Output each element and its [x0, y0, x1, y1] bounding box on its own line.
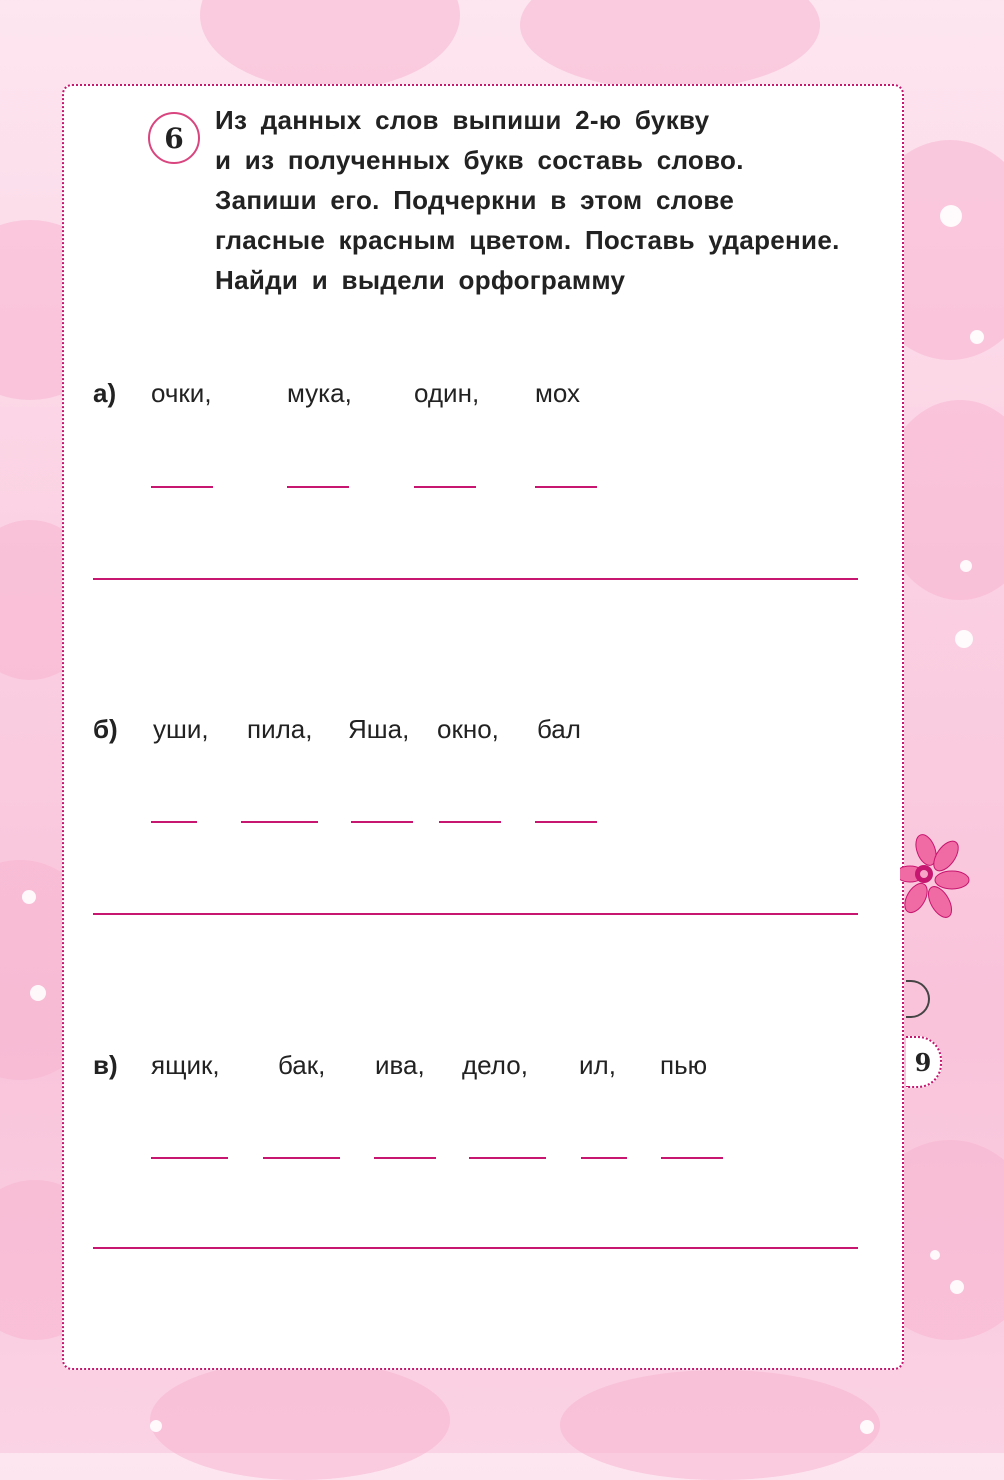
letter-blank[interactable]: [535, 486, 597, 488]
exercise-word: окно,: [437, 714, 499, 744]
answer-line[interactable]: [93, 578, 858, 580]
curl-icon: [906, 980, 930, 1018]
answer-line[interactable]: [93, 1247, 858, 1249]
exercise-word: пила,: [247, 714, 313, 744]
instruction-line: Найди и выдели орфограмму: [215, 265, 626, 295]
letter-blank[interactable]: [151, 486, 213, 488]
answer-line[interactable]: [93, 913, 858, 915]
exercise-word: мох: [535, 378, 581, 408]
exercise-word: ил,: [579, 1050, 616, 1080]
letter-blank[interactable]: [151, 821, 197, 823]
task-instruction: [215, 100, 915, 300]
letter-blank[interactable]: [535, 821, 597, 823]
letter-blank[interactable]: [351, 821, 413, 823]
letter-blank[interactable]: [414, 486, 476, 488]
letter-blank[interactable]: [661, 1157, 723, 1159]
letter-blank[interactable]: [151, 1157, 228, 1159]
instruction-line: Запиши его. Подчеркни в этом слове: [215, 185, 735, 215]
letter-blank[interactable]: [439, 821, 501, 823]
flower-icon: [900, 830, 970, 926]
instruction-line: гласные красным цветом. Поставь ударение.: [215, 225, 840, 255]
exercise-word: очки,: [151, 378, 212, 408]
letter-blank[interactable]: [374, 1157, 436, 1159]
letter-blank[interactable]: [287, 486, 349, 488]
exercise-word: Яша,: [348, 714, 410, 744]
exercise-a-label: а): [93, 378, 117, 408]
letter-blank[interactable]: [263, 1157, 340, 1159]
exercise-word: ящик,: [151, 1050, 220, 1080]
exercise-c-label: в): [93, 1050, 118, 1080]
exercise-b-label: б): [93, 714, 118, 744]
exercise-word: уши,: [153, 714, 209, 744]
letter-blank[interactable]: [241, 821, 318, 823]
instruction-line: Из данных слов выпиши 2-ю букву: [215, 105, 710, 135]
exercise-word: дело,: [462, 1050, 528, 1080]
task-number-badge: 6: [148, 112, 200, 164]
exercise-word: пью: [660, 1050, 708, 1080]
exercise-word: бак,: [278, 1050, 326, 1080]
exercise-word: мука,: [287, 378, 352, 408]
exercise-word: один,: [414, 378, 480, 408]
letter-blank[interactable]: [469, 1157, 546, 1159]
instruction-line: и из полученных букв составь слово.: [215, 145, 744, 175]
exercise-word: бал: [537, 714, 581, 744]
letter-blank[interactable]: [581, 1157, 627, 1159]
page-number: 9: [906, 1036, 942, 1088]
exercise-word: ива,: [375, 1050, 425, 1080]
